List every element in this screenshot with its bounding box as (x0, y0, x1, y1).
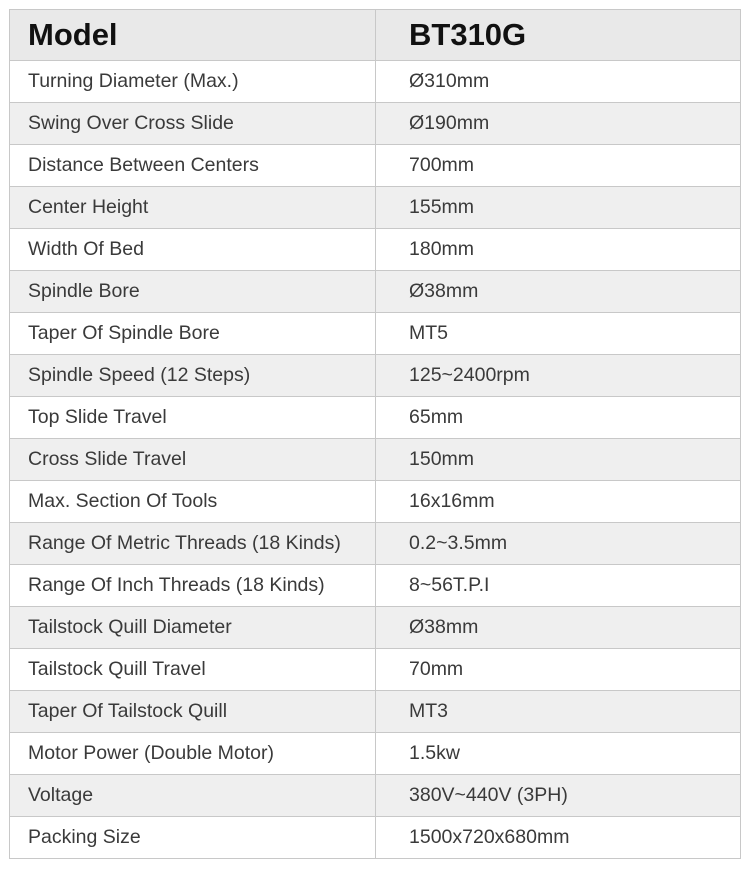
spec-value: 180mm (376, 229, 741, 271)
spec-label: Cross Slide Travel (10, 439, 376, 481)
spec-value: 125~2400rpm (376, 355, 741, 397)
spec-value: Ø190mm (376, 103, 741, 145)
spec-table (9, 9, 741, 859)
spec-table-body (10, 61, 741, 859)
spec-row (10, 145, 741, 187)
spec-row (10, 187, 741, 229)
spec-label: Taper Of Spindle Bore (10, 313, 376, 355)
spec-value: 155mm (376, 187, 741, 229)
spec-label: Packing Size (10, 817, 376, 859)
spec-value: MT3 (376, 691, 741, 733)
model-value: BT310G (376, 10, 741, 61)
spec-value: Ø38mm (376, 607, 741, 649)
spec-table-header (10, 10, 741, 61)
spec-value: Ø38mm (376, 271, 741, 313)
spec-label: Tailstock Quill Diameter (10, 607, 376, 649)
header-row (10, 10, 741, 61)
spec-label: Turning Diameter (Max.) (10, 61, 376, 103)
spec-value: 150mm (376, 439, 741, 481)
spec-label: Top Slide Travel (10, 397, 376, 439)
spec-row (10, 313, 741, 355)
spec-row (10, 523, 741, 565)
spec-label: Taper Of Tailstock Quill (10, 691, 376, 733)
spec-row (10, 397, 741, 439)
spec-row (10, 103, 741, 145)
spec-row (10, 61, 741, 103)
spec-label: Spindle Bore (10, 271, 376, 313)
spec-row (10, 691, 741, 733)
spec-value: 700mm (376, 145, 741, 187)
spec-value: 65mm (376, 397, 741, 439)
spec-label: Width Of Bed (10, 229, 376, 271)
spec-label: Tailstock Quill Travel (10, 649, 376, 691)
model-label: Model (10, 10, 376, 61)
spec-value: 16x16mm (376, 481, 741, 523)
spec-row (10, 229, 741, 271)
spec-row (10, 817, 741, 859)
spec-label: Spindle Speed (12 Steps) (10, 355, 376, 397)
spec-value: MT5 (376, 313, 741, 355)
spec-label: Max. Section Of Tools (10, 481, 376, 523)
spec-row (10, 271, 741, 313)
spec-row (10, 775, 741, 817)
spec-value: 8~56T.P.I (376, 565, 741, 607)
spec-row (10, 481, 741, 523)
spec-label: Swing Over Cross Slide (10, 103, 376, 145)
spec-row (10, 733, 741, 775)
spec-label: Motor Power (Double Motor) (10, 733, 376, 775)
spec-value: 70mm (376, 649, 741, 691)
spec-row (10, 607, 741, 649)
spec-label: Range Of Inch Threads (18 Kinds) (10, 565, 376, 607)
spec-value: Ø310mm (376, 61, 741, 103)
spec-row (10, 439, 741, 481)
spec-row (10, 355, 741, 397)
spec-row (10, 565, 741, 607)
spec-label: Distance Between Centers (10, 145, 376, 187)
spec-value: 0.2~3.5mm (376, 523, 741, 565)
spec-label: Range Of Metric Threads (18 Kinds) (10, 523, 376, 565)
spec-value: 1.5kw (376, 733, 741, 775)
spec-value: 1500x720x680mm (376, 817, 741, 859)
spec-label: Center Height (10, 187, 376, 229)
spec-row (10, 649, 741, 691)
spec-label: Voltage (10, 775, 376, 817)
spec-value: 380V~440V (3PH) (376, 775, 741, 817)
